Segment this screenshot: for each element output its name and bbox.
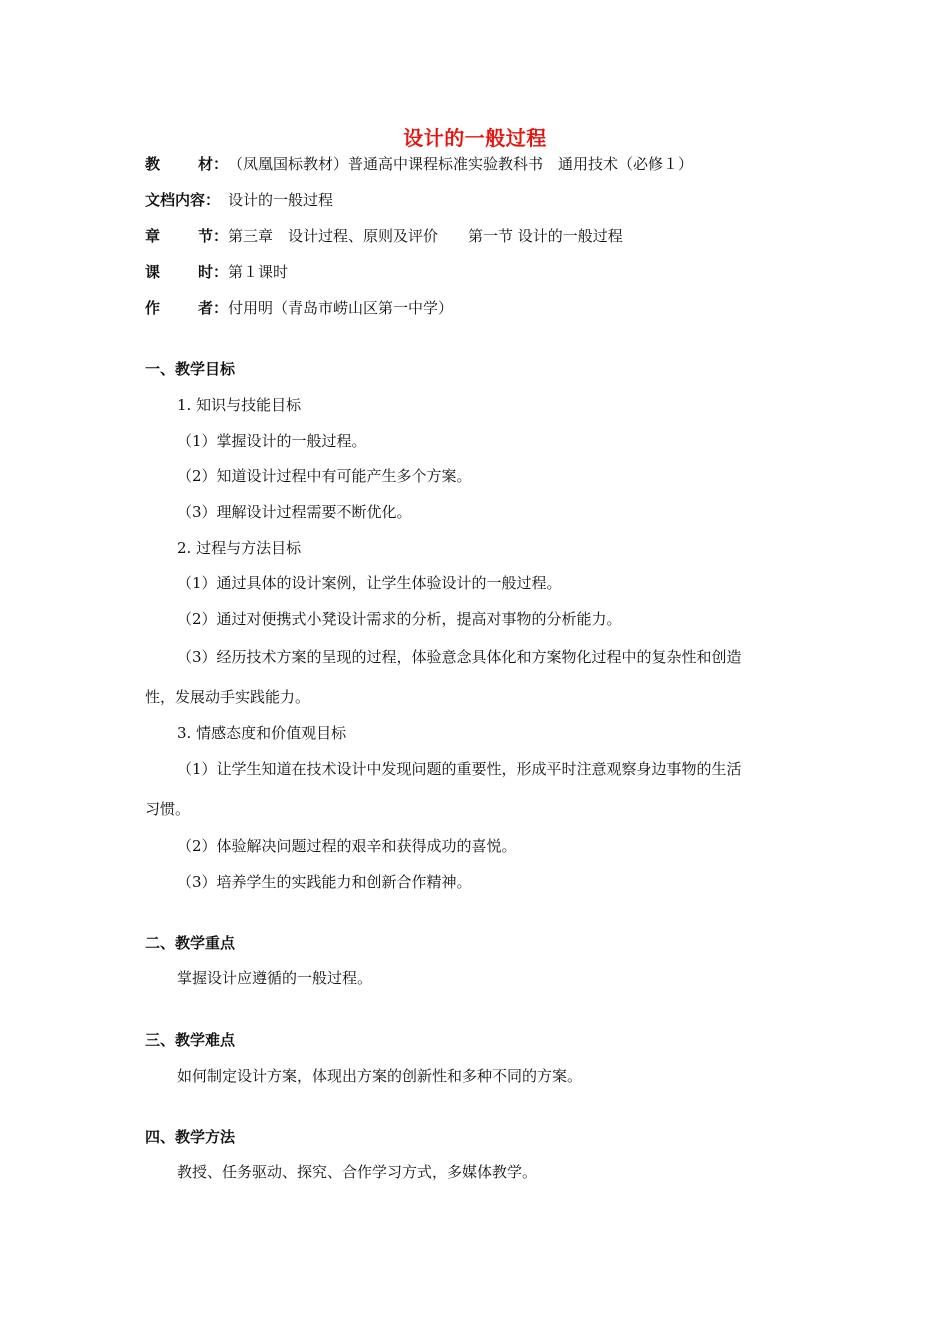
meta-row-chapter <box>145 225 623 246</box>
meta-label-textbook: 教 材： <box>145 155 228 173</box>
meta-label-period: 课 时： <box>145 263 228 281</box>
meta-value-chapter: 第三章 设计过程、原则及评价 第一节 设计的一般过程 <box>228 227 623 245</box>
meta-value-textbook: （凤凰国标教材）普通高中课程标准实验教科书 通用技术（必修１） <box>228 155 694 173</box>
meta-value-period: 第１课时 <box>228 263 289 281</box>
list-item: （3）培养学生的实践能力和创新合作精神。 <box>177 873 472 891</box>
meta-label-author: 作 者： <box>145 299 228 317</box>
subheading-process: 2. 过程与方法目标 <box>177 539 302 557</box>
meta-value-content: 设计的一般过程 <box>228 191 334 209</box>
section-body-key-points: 掌握设计应遵循的一般过程。 <box>177 969 373 987</box>
list-item: （2）知道设计过程中有可能产生多个方案。 <box>177 467 472 485</box>
section-body-difficulties: 如何制定设计方案，体现出方案的创新性和多种不同的方案。 <box>177 1067 583 1085</box>
list-item: （1）掌握设计的一般过程。 <box>177 432 367 450</box>
section-heading-key-points: 二、教学重点 <box>145 934 236 952</box>
subheading-knowledge: 1. 知识与技能目标 <box>177 396 302 414</box>
list-item: （2）体验解决问题过程的艰辛和获得成功的喜悦。 <box>177 837 517 855</box>
meta-label-content: 文档内容： <box>145 191 221 209</box>
meta-value-author: 付用明（青岛市崂山区第一中学） <box>228 299 454 317</box>
meta-row-period <box>145 261 288 282</box>
meta-label-chapter: 章 节： <box>145 227 228 245</box>
meta-row-textbook <box>145 153 693 174</box>
section-heading-methods: 四、教学方法 <box>145 1128 236 1146</box>
list-item: （2）通过对便携式小凳设计需求的分析，提高对事物的分析能力。 <box>177 610 622 628</box>
document-title: 设计的一般过程 <box>403 126 547 150</box>
meta-row-content <box>145 189 333 210</box>
subheading-attitude: 3. 情感态度和价值观目标 <box>177 724 347 742</box>
section-heading-difficulties: 三、教学难点 <box>145 1031 236 1049</box>
list-item: （1）让学生知道在技术设计中发现问题的重要性，形成平时注意观察身边事物的生活 <box>177 760 742 778</box>
list-item-continuation: 性，发展动手实践能力。 <box>145 688 311 706</box>
list-item-continuation: 习惯。 <box>145 800 191 818</box>
meta-row-author <box>145 297 453 318</box>
list-item: （3）理解设计过程需要不断优化。 <box>177 503 412 521</box>
section-body-methods: 教授、任务驱动、探究、合作学习方式，多媒体教学。 <box>177 1163 538 1181</box>
section-heading-objectives: 一、教学目标 <box>145 360 236 378</box>
list-item: （1）通过具体的设计案例，让学生体验设计的一般过程。 <box>177 574 562 592</box>
list-item: （3）经历技术方案的呈现的过程，体验意念具体化和方案物化过程中的复杂性和创造 <box>177 648 742 666</box>
